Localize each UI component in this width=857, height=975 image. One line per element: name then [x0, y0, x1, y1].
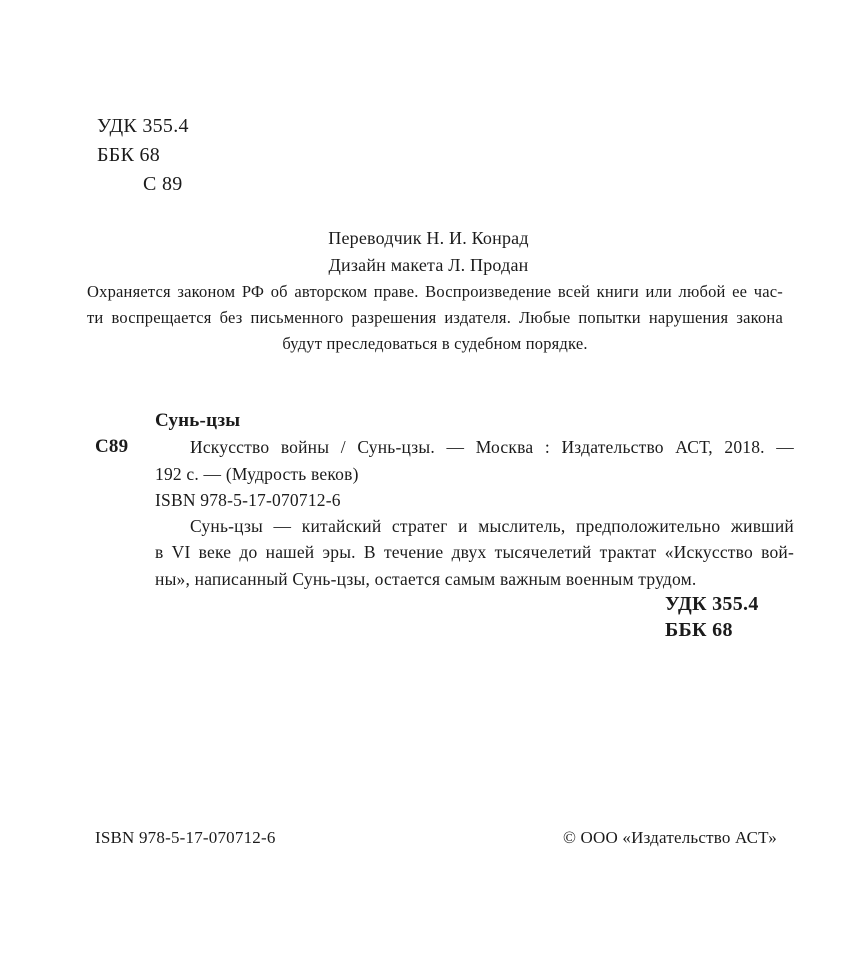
catalog-description — [155, 434, 794, 592]
copyright-notice — [87, 279, 783, 356]
udk-code: УДК 355.4 — [97, 115, 189, 137]
catalog-description-line-2: 192 с. — (Мудрость веков) — [155, 463, 359, 484]
catalog-author-sign: С89 — [95, 436, 129, 457]
copyright-notice-line-2: ти воспрещается без письменного разрешения издателя. Любые попытки нарушения закона — [87, 307, 783, 327]
author-sign: С 89 — [143, 173, 183, 195]
catalog-description-line-1: Искусство войны / Сунь-цзы. — Москва : Издательство АСТ, 2018. — — [190, 437, 794, 458]
catalog-isbn: ISBN 978-5-17-070712-6 — [155, 489, 341, 510]
translator-credit: Переводчик Н. И. Конрад — [328, 228, 529, 248]
credits-block — [0, 225, 857, 279]
bbk-code-right: ББК 68 — [665, 619, 733, 641]
annotation-line-1: Сунь-цзы — китайский стратег и мыслитель, предположительно живший — [190, 516, 794, 537]
udk-code-right: УДК 355.4 — [665, 593, 759, 615]
footer — [95, 827, 777, 849]
copyright-notice-line-1: Охраняется законом РФ об авторском праве. Воспроизведение всей книги или любой ее час- — [87, 282, 783, 301]
footer-publisher: © ООО «Издательство АСТ» — [562, 828, 777, 847]
copyright-notice-line-3: будут преследоваться в судебном порядке. — [282, 333, 588, 353]
top-catalog-codes — [97, 112, 189, 199]
annotation-line-2: в VI веке до нашей эры. В течение двух тысячелетий трактат «Искусство вой- — [155, 542, 794, 563]
catalog-author-heading: Сунь-цзы — [155, 410, 241, 431]
footer-isbn: ISBN 978-5-17-070712-6 — [95, 828, 276, 847]
annotation-line-3: ны», написанный Сунь-цзы, остается самым важным военным трудом. — [155, 568, 697, 589]
catalog-codes-right — [665, 591, 759, 643]
designer-credit: Дизайн макета Л. Продан — [328, 255, 529, 275]
bbk-code: ББК 68 — [97, 144, 161, 166]
catalog-card — [95, 408, 794, 592]
